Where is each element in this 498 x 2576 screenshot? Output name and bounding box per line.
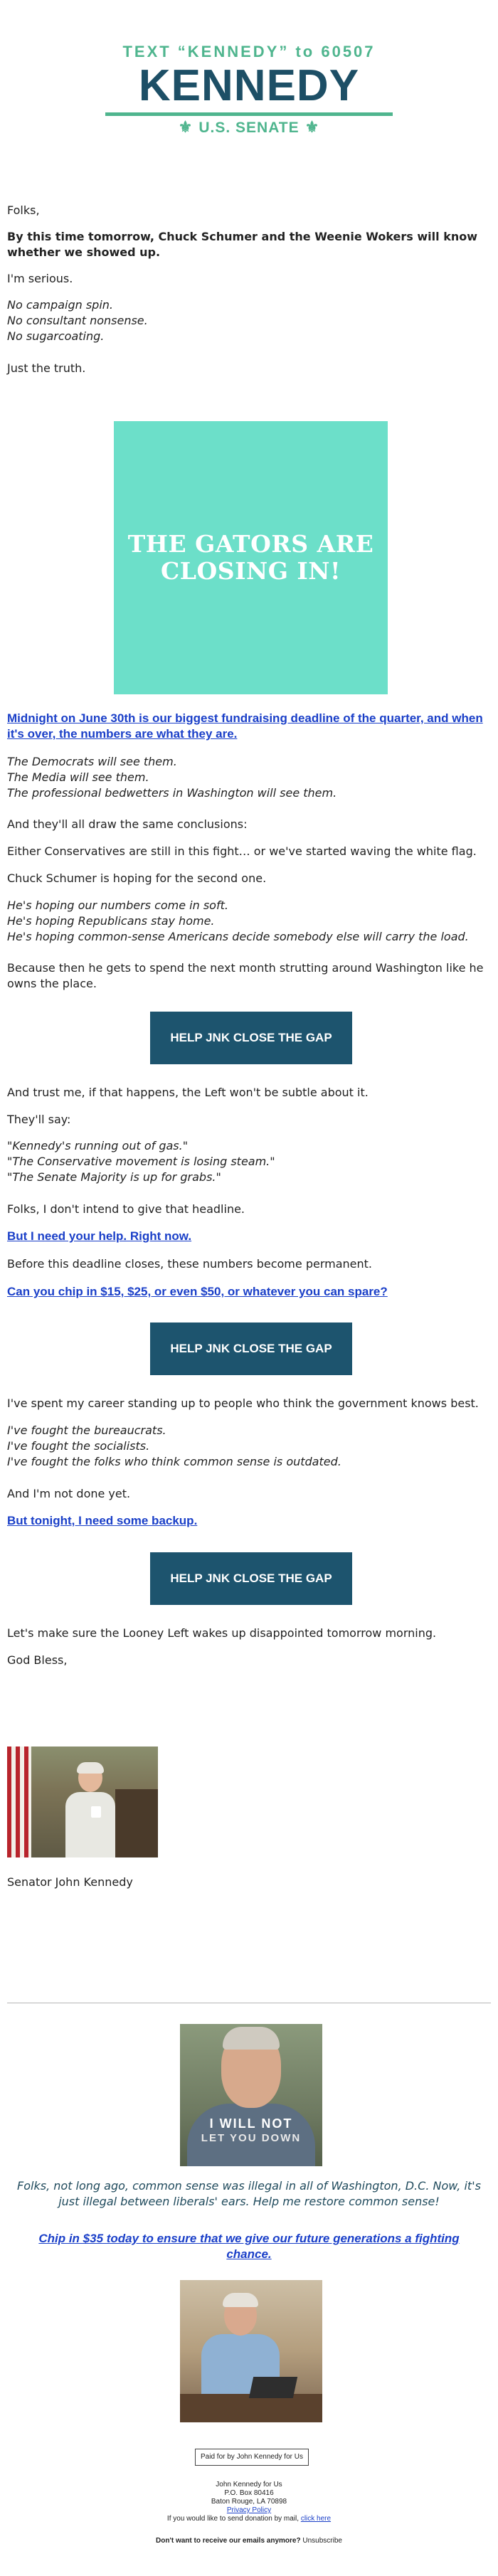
i-will-not-let-you-down-photo <box>180 2024 322 2166</box>
help-link-block <box>7 1229 491 1244</box>
list-item: He's hoping our numbers come in soft. <box>7 899 228 912</box>
chair <box>115 1789 158 1857</box>
chip-link-block <box>7 1284 491 1300</box>
hair <box>223 2293 258 2307</box>
privacy-policy-link[interactable]: Privacy Policy <box>226 2506 272 2514</box>
gators-image-text: THE GATORS ARE CLOSING IN! <box>127 530 374 585</box>
letter-closing: God Bless, <box>7 1653 68 1667</box>
signature-name: Senator John Kennedy <box>7 1875 133 1889</box>
cta-button-3[interactable]: HELP JNK CLOSE THE GAP <box>150 1552 352 1605</box>
list-item: I've fought the bureaucrats. <box>7 1424 166 1437</box>
letter-paragraph-2: I'm serious. <box>7 272 73 285</box>
letter-list-4 <box>7 1138 491 1185</box>
letter-paragraph-1: By this time tomorrow, Chuck Schumer and the Weenie Wokers will know whether we showed up. <box>7 230 477 259</box>
backup-link-block <box>7 1513 491 1529</box>
list-item: No campaign spin. <box>7 298 113 312</box>
letter-paragraph-8: And trust me, if that happens, the Left won't be subtle about it. <box>7 1086 369 1099</box>
list-item: The Media will see them. <box>7 770 149 784</box>
list-item: "The Conservative movement is losing steam." <box>7 1155 275 1168</box>
address-line: John Kennedy for Us <box>216 2481 282 2488</box>
logo-subtitle-text: U.S. SENATE <box>198 120 300 136</box>
hair <box>223 2027 280 2050</box>
deadline-link[interactable]: Midnight on June 30th is our biggest fundraising deadline of the quarter, and when it's over, the numbers are what they are. <box>7 711 483 741</box>
unsubscribe-link[interactable]: Unsubscribe <box>302 2537 342 2545</box>
list-item: No sugarcoating. <box>7 329 105 343</box>
letter-greeting: Folks, <box>7 203 40 217</box>
help-link[interactable]: But I need your help. Right now. <box>7 1229 192 1243</box>
letter-paragraph-12: I've spent my career standing up to people who think the government knows best. <box>7 1396 479 1410</box>
letter-paragraph-7: Because then he gets to spend the next month strutting around Washington like he owns the place. <box>7 961 484 990</box>
list-item: He's hoping Republicans stay home. <box>7 914 215 928</box>
footer-quote: Folks, not long ago, common sense was illegal in all of Washington, D.C. Now, it's just illegal between liberals' ears. Help me restore common sense! <box>17 2179 481 2208</box>
gators-image[interactable] <box>114 421 388 694</box>
mail-donation-link[interactable]: click here <box>300 2515 332 2523</box>
letter-paragraph-11: Before this deadline closes, these numbers become permanent. <box>7 1257 372 1271</box>
letter-list-1 <box>7 297 491 344</box>
footer-address <box>0 2481 498 2523</box>
deadline-link-block <box>7 711 491 742</box>
backup-link[interactable]: But tonight, I need some backup. <box>7 1514 198 1527</box>
letter-paragraph-3: Just the truth. <box>7 361 86 375</box>
table <box>180 2394 322 2422</box>
fleur-de-lis-icon: ⚜ <box>178 118 194 136</box>
list-item: The professional bedwetters in Washington will see them. <box>7 786 337 800</box>
torso <box>65 1792 115 1857</box>
text-to-donate-line: TEXT “KENNEDY” to 60507 <box>122 43 376 60</box>
cta-button-1[interactable]: HELP JNK CLOSE THE GAP <box>150 1012 352 1064</box>
footer-chip-link[interactable]: Chip in $35 today to ensure that we give our future generations a fighting chance. <box>38 2232 460 2261</box>
mail-donation-line <box>0 2515 498 2523</box>
address-line: Baton Rouge, LA 70898 <box>211 2498 287 2506</box>
list-item: He's hoping common-sense Americans decide somebody else will carry the load. <box>7 930 469 943</box>
letter-paragraph-5: Either Conservatives are still in this fight… or we've started waving the white flag. <box>7 844 477 858</box>
logo-name: KENNEDY <box>138 61 360 110</box>
chip-link[interactable]: Can you chip in $15, $25, or even $50, or whatever you can spare? <box>7 1285 388 1298</box>
header-logo <box>0 0 498 164</box>
list-item: I've fought the folks who think common sense is outdated. <box>7 1455 341 1468</box>
list-item: No consultant nonsense. <box>7 314 148 327</box>
american-flag <box>7 1747 31 1857</box>
mail-donation-text: If you would like to send donation by mail, <box>166 2515 301 2523</box>
logo-underline <box>105 112 393 116</box>
senator-figure <box>65 1764 115 1857</box>
unsubscribe-line <box>0 2537 498 2545</box>
list-item: I've fought the socialists. <box>7 1439 150 1453</box>
letter-paragraph-6: Chuck Schumer is hoping for the second one. <box>7 871 267 885</box>
photo-caption-1: I WILL NOT <box>209 2116 293 2131</box>
kennedy-tablet-photo <box>180 2280 322 2422</box>
letter-paragraph-14: Let's make sure the Looney Left wakes up disappointed tomorrow morning. <box>7 1626 437 1640</box>
hair <box>77 1762 104 1774</box>
letter-paragraph-10: Folks, I don't intend to give that headline. <box>7 1202 245 1216</box>
letter-paragraph-4: And they'll all draw the same conclusions: <box>7 817 248 831</box>
letter-list-2 <box>7 754 491 801</box>
list-item: The Democrats will see them. <box>7 755 177 768</box>
letter-paragraph-13: And I'm not done yet. <box>7 1487 131 1500</box>
cta-button-2[interactable]: HELP JNK CLOSE THE GAP <box>150 1323 352 1375</box>
list-item: "The Senate Majority is up for grabs." <box>7 1170 221 1184</box>
photo-caption-2: LET YOU DOWN <box>201 2132 302 2144</box>
coffee-mug <box>91 1806 101 1818</box>
tablet <box>249 2377 297 2398</box>
unsubscribe-text: Don't want to receive our emails anymore? <box>156 2537 303 2545</box>
letter-paragraph-9: They'll say: <box>7 1113 71 1126</box>
letter-list-3 <box>7 898 491 945</box>
paid-for-by-box: Paid for by John Kennedy for Us <box>195 2449 309 2466</box>
fleur-de-lis-icon: ⚜ <box>304 118 320 136</box>
kennedy-porch-photo <box>7 1747 158 1857</box>
logo-subtitle <box>0 118 498 137</box>
address-line: P.O. Box 80416 <box>224 2489 274 2497</box>
list-item: "Kennedy's running out of gas." <box>7 1139 189 1152</box>
letter-list-5 <box>7 1423 491 1470</box>
